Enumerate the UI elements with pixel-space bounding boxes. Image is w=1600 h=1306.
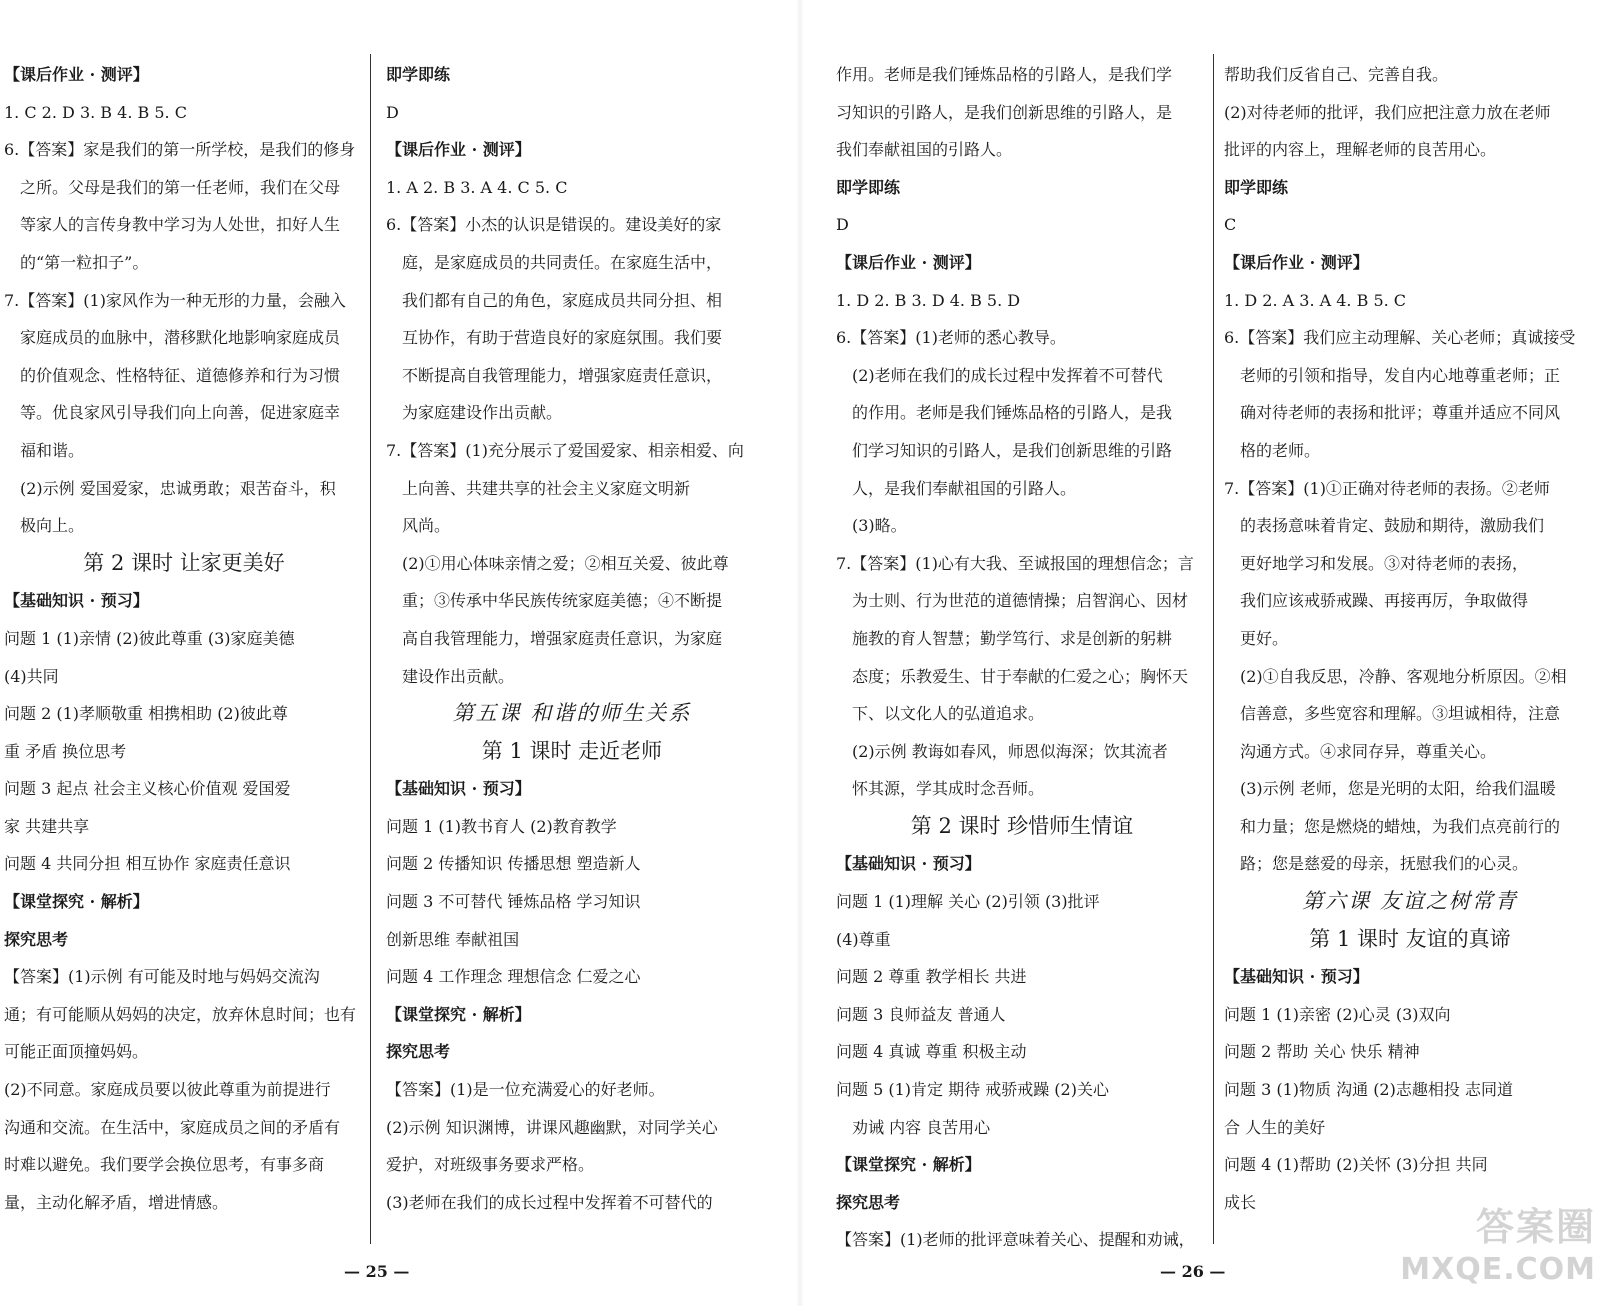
text-line: 合 人生的美好 bbox=[1224, 1117, 1326, 1137]
text-line: 时难以避免。我们要学会换位思考，有事多商 bbox=[4, 1155, 325, 1175]
subsection-label: 【课后作业 · 测评】 bbox=[1224, 252, 1369, 272]
subsection-label: 【课堂探究 · 解析】 bbox=[836, 1155, 981, 1175]
text-line: 问题 4 真诚 尊重 积极主动 bbox=[836, 1042, 1027, 1062]
text-line: 作用。老师是我们锤炼品格的引路人，是我们学 bbox=[836, 65, 1173, 84]
subsection-label: 【课后作业 · 测评】 bbox=[4, 65, 149, 84]
text-line: (2)示例 爱国爱家，忠诚勇敢；艰苦奋斗，积 bbox=[20, 478, 336, 498]
subsection-label: 【课堂探究 · 解析】 bbox=[386, 1004, 531, 1024]
text-line: 上向善、共建共享的社会主义家庭文明新 bbox=[402, 478, 691, 498]
subsection-label: 【课堂探究 · 解析】 bbox=[4, 892, 149, 912]
section-heading: 第 1 课时 友谊的真谛 bbox=[1309, 926, 1511, 951]
subsection-label: 【课后作业 · 测评】 bbox=[836, 252, 981, 272]
text-line: 1. A 2. B 3. A 4. C 5. C bbox=[386, 177, 568, 197]
text-line: 【答案】(1)老师的批评意味着关心、提醒和劝诫， bbox=[836, 1230, 1195, 1250]
text-line: (2)①用心体味亲情之爱；②相互关爱、彼此尊 bbox=[402, 553, 729, 573]
section-heading: 第 2 课时 珍惜师生情谊 bbox=[910, 813, 1134, 838]
page-26-left-column bbox=[836, 56, 1208, 1259]
subsection-label: 探究思考 bbox=[4, 929, 69, 949]
text-line: 1. C 2. D 3. B 4. B 5. C bbox=[4, 102, 187, 122]
text-line: (4)共同 bbox=[4, 666, 59, 686]
text-line: 重；③传承中华民族传统家庭美德；④不断提 bbox=[402, 591, 723, 611]
text-line: 劝诫 内容 良苦用心 bbox=[852, 1117, 991, 1137]
text-line: 量，主动化解矛盾，增进情感。 bbox=[4, 1192, 229, 1212]
text-line: 风尚。 bbox=[402, 516, 451, 536]
page-26-right-column bbox=[1224, 56, 1596, 1221]
watermark bbox=[1400, 1196, 1598, 1300]
text-line: 7.【答案】(1)①正确对待老师的表扬。②老师 bbox=[1224, 478, 1550, 498]
text-line: 们学习知识的引路人，是我们创新思维的引路 bbox=[852, 440, 1173, 460]
text-line: 7.【答案】(1)充分展示了爱国爱家、相亲相爱、向 bbox=[386, 440, 744, 460]
text-line: 施教的育人智慧；勤学笃行、求是创新的躬耕 bbox=[852, 628, 1173, 648]
text-line: 福和谐。 bbox=[20, 440, 85, 460]
column-divider-right-page bbox=[1213, 54, 1214, 1244]
text-line: 等。优良家风引导我们向上向善，促进家庭幸 bbox=[20, 403, 341, 423]
text-line: 格的老师。 bbox=[1240, 440, 1321, 460]
subsection-label: 【基础知识 · 预习】 bbox=[1224, 967, 1369, 987]
subsection-label: 即学即练 bbox=[386, 65, 451, 84]
page-number-25: — 25 — bbox=[344, 1262, 410, 1281]
text-line: 问题 2 (1)孝顺敬重 相携相助 (2)彼此尊 bbox=[4, 704, 288, 724]
text-line: (2)①自我反思，冷静、客观地分析原因。②相 bbox=[1240, 666, 1567, 686]
text-line: 成长 bbox=[1224, 1192, 1257, 1212]
text-line: 问题 5 (1)肯定 期待 戒骄戒躁 (2)关心 bbox=[836, 1080, 1109, 1100]
subsection-label: 【基础知识 · 预习】 bbox=[4, 591, 149, 611]
text-line: 庭，是家庭成员的共同责任。在家庭生活中， bbox=[402, 252, 723, 272]
text-line: 【答案】(1)示例 有可能及时地与妈妈交流沟 bbox=[4, 967, 320, 987]
text-line: 下、以文化人的弘道追求。 bbox=[852, 704, 1045, 724]
text-line: 问题 4 共同分担 相互协作 家庭责任意识 bbox=[4, 854, 291, 874]
section-heading: 第 1 课时 走近老师 bbox=[481, 738, 663, 763]
text-line: 和力量；您是燃烧的蜡烛，为我们点亮前行的 bbox=[1240, 816, 1561, 836]
text-line: 6.【答案】家是我们的第一所学校，是我们的修身 bbox=[4, 140, 356, 160]
text-line: 7.【答案】(1)心有大我、至诚报国的理想信念；言 bbox=[836, 553, 1194, 573]
text-line: 问题 1 (1)教书育人 (2)教育教学 bbox=[386, 816, 617, 836]
text-line: 【答案】(1)是一位充满爱心的好老师。 bbox=[386, 1080, 665, 1100]
text-line: 人，是我们奉献祖国的引路人。 bbox=[852, 478, 1077, 498]
text-line: 问题 2 帮助 关心 快乐 精神 bbox=[1224, 1042, 1420, 1062]
text-line: 确对待老师的表扬和批评；尊重并适应不同风 bbox=[1240, 403, 1561, 423]
text-line: 家庭成员的血脉中，潜移默化地影响家庭成员 bbox=[20, 328, 341, 348]
text-line: 1. D 2. A 3. A 4. B 5. C bbox=[1224, 290, 1407, 310]
text-line: 老师的引领和指导，发自内心地尊重老师；正 bbox=[1240, 365, 1561, 385]
text-line: 的作用。老师是我们锤炼品格的引路人，是我 bbox=[852, 403, 1173, 423]
text-line: 问题 2 尊重 教学相长 共进 bbox=[836, 967, 1027, 987]
subsection-label: 即学即练 bbox=[1224, 177, 1289, 197]
text-line: 我们奉献祖国的引路人。 bbox=[836, 140, 1013, 160]
subsection-label: 探究思考 bbox=[836, 1192, 901, 1212]
text-line: 重 矛盾 换位思考 bbox=[4, 741, 127, 761]
subsection-label: 即学即练 bbox=[836, 177, 901, 197]
text-line: 高自我管理能力，增强家庭责任意识，为家庭 bbox=[402, 628, 723, 648]
text-line: D bbox=[836, 215, 849, 235]
text-line: (4)尊重 bbox=[836, 929, 891, 949]
text-line: 为士则、行为世范的道德情操；启智润心、因材 bbox=[852, 591, 1189, 611]
text-line: 问题 3 良师益友 普通人 bbox=[836, 1004, 1006, 1024]
text-line: 6.【答案】(1)老师的悉心教导。 bbox=[836, 328, 1066, 348]
text-line: 帮助我们反省自己、完善自我。 bbox=[1224, 65, 1449, 84]
text-line: (2)老师在我们的成长过程中发挥着不可替代 bbox=[852, 365, 1163, 385]
section-heading: 第 2 课时 让家更美好 bbox=[83, 550, 285, 575]
subsection-label: 【基础知识 · 预习】 bbox=[836, 854, 981, 874]
text-line: 不断提高自我管理能力，增强家庭责任意识， bbox=[402, 365, 723, 385]
text-line: (3)略。 bbox=[852, 516, 907, 536]
text-line: D bbox=[386, 102, 399, 122]
text-line: 爱护，对班级事务要求严格。 bbox=[386, 1155, 595, 1175]
text-line: 极向上。 bbox=[20, 516, 85, 536]
text-line: 沟通方式。④求同存异，尊重关心。 bbox=[1240, 741, 1497, 761]
text-line: 之所。父母是我们的第一任老师，我们在父母 bbox=[20, 177, 341, 197]
subsection-label: 【课后作业 · 测评】 bbox=[386, 140, 531, 160]
text-line: (2)对待老师的批评，我们应把注意力放在老师 bbox=[1224, 102, 1551, 122]
page-25-left-column bbox=[4, 56, 364, 1221]
text-line: 更好。 bbox=[1240, 628, 1289, 648]
page-number-26: — 26 — bbox=[1160, 1262, 1226, 1281]
text-line: 信善意，多些宽容和理解。③坦诚相待，注意 bbox=[1240, 704, 1561, 724]
text-line: 问题 4 工作理念 理想信念 仁爱之心 bbox=[386, 967, 641, 987]
text-line: 我们都有自己的角色，家庭成员共同分担、相 bbox=[402, 290, 723, 310]
text-line: (2)示例 教诲如春风，师恩似海深；饮其流者 bbox=[852, 741, 1168, 761]
text-line: (2)示例 知识渊博，讲课风趣幽默，对同学关心 bbox=[386, 1117, 718, 1137]
text-line: (2)不同意。家庭成员要以彼此尊重为前提进行 bbox=[4, 1080, 331, 1100]
text-line: (3)示例 老师，您是光明的太阳，给我们温暖 bbox=[1240, 779, 1556, 799]
subsection-label: 探究思考 bbox=[386, 1042, 451, 1062]
page-25-right-column bbox=[386, 56, 758, 1221]
text-line: 路；您是慈爱的母亲，抚慰我们的心灵。 bbox=[1240, 854, 1529, 874]
text-line: 怀其源，学其成时念吾师。 bbox=[852, 779, 1045, 799]
watermark-logo: 答案圈 bbox=[1475, 1205, 1596, 1249]
lesson-title: 第六课 友谊之树常青 bbox=[1302, 889, 1518, 914]
text-line: 等家人的言传身教中学习为人处世，扣好人生 bbox=[20, 215, 341, 235]
text-line: 问题 1 (1)理解 关心 (2)引领 (3)批评 bbox=[836, 892, 1100, 912]
text-line: 问题 4 (1)帮助 (2)关怀 (3)分担 共同 bbox=[1224, 1155, 1488, 1175]
text-line: 问题 3 不可替代 锤炼品格 学习知识 bbox=[386, 892, 641, 912]
text-line: 6.【答案】小杰的认识是错误的。建设美好的家 bbox=[386, 215, 722, 235]
subsection-label: 【基础知识 · 预习】 bbox=[386, 779, 531, 799]
text-line: 可能正面顶撞妈妈。 bbox=[4, 1042, 149, 1062]
text-line: 的表扬意味着肯定、鼓励和期待，激励我们 bbox=[1240, 516, 1545, 536]
text-line: 建设作出贡献。 bbox=[402, 666, 515, 686]
text-line: 问题 3 起点 社会主义核心价值观 爱国爱 bbox=[4, 779, 291, 799]
text-line: 的“第一粒扣子”。 bbox=[20, 252, 149, 272]
lesson-title: 第五课 和谐的师生关系 bbox=[452, 701, 692, 726]
text-line: 态度；乐教爱生、甘于奉献的仁爱之心；胸怀天 bbox=[852, 666, 1189, 686]
text-line: (3)老师在我们的成长过程中发挥着不可替代的 bbox=[386, 1192, 713, 1212]
text-line: 6.【答案】我们应主动理解、关心老师；真诚接受 bbox=[1224, 328, 1576, 348]
text-line: 问题 3 (1)物质 沟通 (2)志趣相投 志同道 bbox=[1224, 1080, 1513, 1100]
text-line: 的价值观念、性格特征、道德修养和行为习惯 bbox=[20, 365, 341, 385]
text-line: 为家庭建设作出贡献。 bbox=[402, 403, 563, 423]
text-line: 问题 1 (1)亲密 (2)心灵 (3)双向 bbox=[1224, 1004, 1451, 1024]
text-line: 7.【答案】(1)家风作为一种无形的力量，会融入 bbox=[4, 290, 346, 310]
text-line: 创新思维 奉献祖国 bbox=[386, 929, 520, 949]
text-line: 家 共建共享 bbox=[4, 816, 90, 836]
text-line: 问题 1 (1)亲情 (2)彼此尊重 (3)家庭美德 bbox=[4, 628, 295, 648]
watermark-url: MXQE.COM bbox=[1400, 1252, 1596, 1287]
text-line: C bbox=[1224, 215, 1237, 235]
text-line: 批评的内容上，理解老师的良苦用心。 bbox=[1224, 140, 1497, 160]
book-spine bbox=[796, 0, 804, 1306]
text-line: 习知识的引路人，是我们创新思维的引路人，是 bbox=[836, 102, 1173, 122]
text-line: 通；有可能顺从妈妈的决定，放弃休息时间；也有 bbox=[4, 1004, 357, 1024]
text-line: 沟通和交流。在生活中，家庭成员之间的矛盾有 bbox=[4, 1117, 341, 1137]
text-line: 我们应该戒骄戒躁、再接再厉，争取做得 bbox=[1240, 591, 1529, 611]
column-divider-left-page bbox=[370, 54, 371, 1244]
text-line: 1. D 2. B 3. D 4. B 5. D bbox=[836, 290, 1021, 310]
text-line: 互协作，有助于营造良好的家庭氛围。我们要 bbox=[402, 328, 723, 348]
text-line: 问题 2 传播知识 传播思想 塑造新人 bbox=[386, 854, 641, 874]
text-line: 更好地学习和发展。③对待老师的表扬， bbox=[1240, 553, 1529, 573]
